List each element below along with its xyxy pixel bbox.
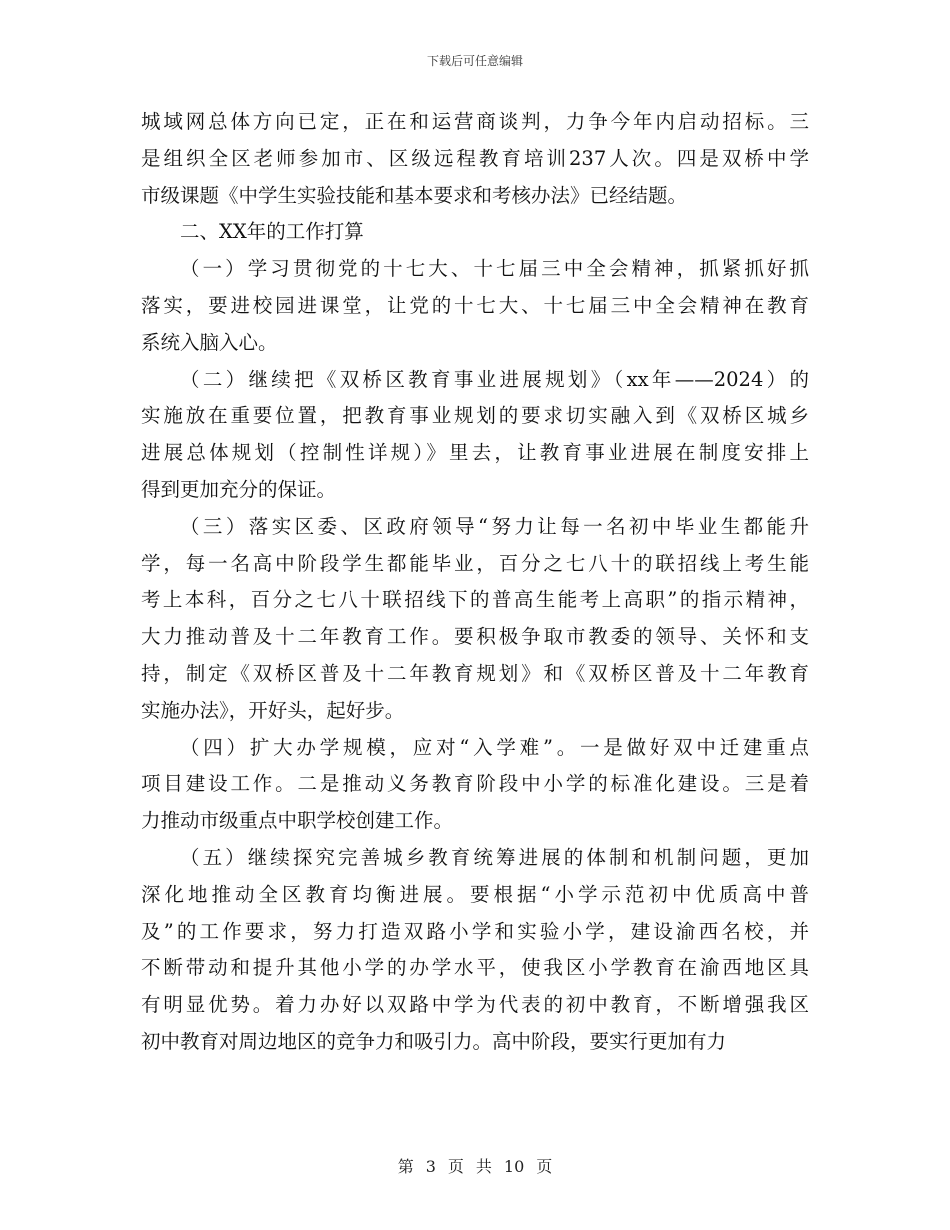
paragraph-6-line-5: 初中教育对周边地区的竞争力和吸引力。高中阶段，要实行更加有力 (141, 1029, 727, 1053)
paragraph-3-line-2: 进展总体规划（控制性详规）》里去，让教育事业进展在制度安排上 (141, 441, 809, 465)
page-header: 下载后可任意编辑 (426, 54, 523, 68)
footer-suffix: 页 (536, 1157, 553, 1176)
paragraph-3-line-1: 实施放在重要位置，把教育事业规划的要求切实融入到《双桥区城乡 (141, 404, 809, 428)
paragraph-2-line-1: 落实，要进校园进课堂，让党的十七大、十七届三中全会精神在教育 (141, 293, 809, 317)
paragraph-2-line-0: （一）学习贯彻党的十七大、十七届三中全会精神，抓紧抓好抓 (180, 257, 809, 281)
paragraph-5-line-2: 力推动市级重点中职学校创建工作。 (141, 809, 454, 833)
paragraph-4-line-1: 学，每一名高中阶段学生都能毕业，百分之七八十的联招线上考生能 (141, 551, 809, 575)
paragraph-3-line-3: 得到更加充分的保证。 (141, 477, 337, 501)
paragraph-5-line-0: （四）扩大办学规模，应对“入学难”。一是做好双中迁建重点 (180, 735, 809, 759)
paragraph-4-line-3: 大力推动普及十二年教育工作。要积极争取市教委的领导、关怀和支 (141, 625, 809, 649)
paragraph-0-line-1: 是组织全区老师参加市、区级远程教育培训237人次。四是双桥中学 (141, 146, 809, 170)
footer-page-label: 页 (447, 1157, 464, 1176)
paragraph-0-line-2: 市级课题《中学生实验技能和基本要求和考核办法》已经结题。 (141, 183, 688, 207)
paragraph-0-line-0: 城域网总体方向已定，正在和运营商谈判，力争今年内启动招标。三 (141, 110, 809, 133)
footer-total-pages: 10 (503, 1157, 525, 1176)
footer-total-label: 共 (475, 1157, 492, 1176)
paragraph-6-line-1: 深化地推动全区教育均衡进展。要根据“小学示范初中优质高中普 (141, 882, 809, 906)
paragraph-6-line-3: 不断带动和提升其他小学的办学水平，使我区小学教育在渝西地区具 (141, 956, 809, 980)
paragraph-6-line-0: （五）继续探究完善城乡教育统筹进展的体制和机制问题，更加 (180, 845, 809, 869)
paragraph-5-line-1: 项目建设工作。二是推动义务教育阶段中小学的标准化建设。三是着 (141, 772, 809, 796)
paragraph-6-line-4: 有明显优势。着力办好以双路中学为代表的初中教育，不断增强我区 (141, 993, 809, 1017)
paragraph-3-line-0: （二）继续把《双桥区教育事业进展规划》（xx年——2024）的 (180, 367, 809, 391)
paragraph-4-line-4: 持，制定《双桥区普及十二年教育规划》和《双桥区普及十二年教育 (141, 661, 809, 685)
paragraph-2-line-2: 系统入脑入心。 (141, 330, 278, 354)
document-body (141, 104, 809, 1061)
paragraph-4-line-5: 实施办法》，开好头，起好步。 (141, 698, 405, 722)
page-footer (0, 1154, 950, 1177)
footer-prefix: 第 (397, 1157, 414, 1176)
paragraph-4-line-0: （三）落实区委、区政府领导“努力让每一名初中毕业生都能升 (180, 514, 809, 538)
footer-page-number: 3 (425, 1157, 436, 1176)
paragraph-6-line-2: 及”的工作要求，努力打造双路小学和实验小学，建设渝西名校，并 (141, 919, 809, 943)
paragraph-4-line-2: 考上本科，百分之七八十联招线下的普高生能考上高职”的指示精神， (141, 588, 809, 612)
paragraph-1-line-0: 二、XX年的工作打算 (180, 220, 364, 244)
